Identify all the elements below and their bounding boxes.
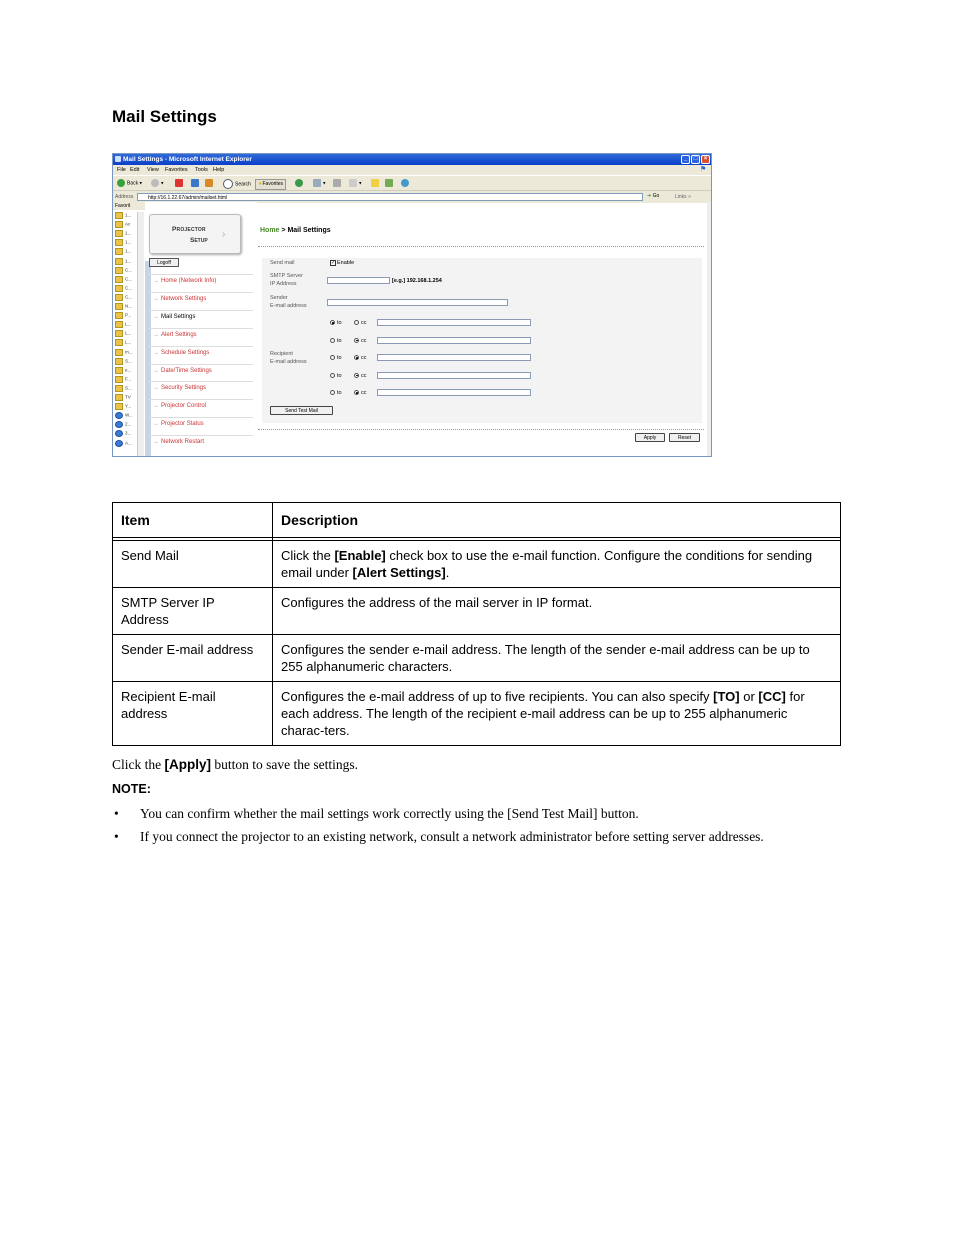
recipient-email-input[interactable] xyxy=(377,354,531,361)
arrow-icon: → xyxy=(153,278,159,284)
arrow-icon: → xyxy=(153,439,159,446)
folder-icon xyxy=(115,294,123,301)
menu-tools[interactable]: Tools xyxy=(195,167,208,173)
search-icon xyxy=(223,179,233,189)
folder-icon xyxy=(115,285,123,292)
row-description: Configures the e-mail address of up to five recipients. You can also specify [TO] or [CC] for each address. The length of the recipient e-mail address can be up to 255 alphanumeric charac-ters. xyxy=(273,682,841,746)
favorites-scrollbar[interactable] xyxy=(137,212,144,457)
url-field[interactable]: http://16.1.22.67/admin/mailset.html xyxy=(137,193,643,201)
favorites-item[interactable]: m... xyxy=(115,349,137,356)
nav-divider xyxy=(149,381,253,382)
menu-bar xyxy=(113,165,711,175)
favorites-item[interactable]: 2... xyxy=(115,421,137,428)
enable-checkbox[interactable]: ✓ xyxy=(331,260,336,266)
logoff-button[interactable]: Logoff xyxy=(149,258,179,267)
row-description: Click the [Enable] check box to use the e-mail function. Configure the conditions for sending email under [Alert Settings]. xyxy=(273,541,841,588)
print-button[interactable] xyxy=(333,179,343,188)
header-item: Item xyxy=(113,503,273,538)
folder-icon xyxy=(115,330,123,337)
nav-item[interactable]: → Alert Settings xyxy=(153,331,197,338)
cc-radio[interactable]: cc xyxy=(354,320,367,326)
cc-radio[interactable]: cc xyxy=(354,390,367,396)
recipient-email-input[interactable] xyxy=(377,337,531,344)
history-icon xyxy=(295,179,303,187)
cc-radio[interactable]: cc xyxy=(354,338,367,344)
menu-edit[interactable]: Edit xyxy=(130,167,140,173)
back-button[interactable]: Back ▾ xyxy=(117,179,142,188)
folder-icon xyxy=(115,267,123,274)
projector-setup-logo xyxy=(149,214,241,254)
breadcrumb-separator: > xyxy=(279,227,288,234)
windows-flag-icon: ⚑ xyxy=(700,166,707,173)
nav-divider xyxy=(149,364,253,365)
favorites-item[interactable]: S... xyxy=(115,358,137,365)
table-row xyxy=(113,541,841,588)
arrow-icon: → xyxy=(153,313,159,320)
folder-icon xyxy=(371,179,379,187)
window-titlebar xyxy=(113,154,711,165)
arrow-icon: → xyxy=(153,403,159,410)
stop-button[interactable] xyxy=(175,179,185,188)
favorites-item[interactable]: Ac xyxy=(115,221,137,228)
nav-divider xyxy=(149,328,253,329)
close-icon[interactable]: × xyxy=(701,155,710,164)
folder-icon xyxy=(115,212,123,219)
nav-item[interactable]: → Home (Network Info) xyxy=(153,278,217,284)
to-radio[interactable]: to xyxy=(330,355,342,361)
row-item: SMTP Server IP Address xyxy=(113,588,273,635)
send-test-mail-button[interactable]: Send Test Mail xyxy=(270,406,333,415)
favorites-item[interactable]: S... xyxy=(115,385,137,392)
favorites-item[interactable]: L... xyxy=(115,339,137,346)
nav-item[interactable]: → Projector Control xyxy=(153,403,207,410)
row-description: Configures the address of the mail server in IP format. xyxy=(273,588,841,635)
favorites-button[interactable]: ★Favorites xyxy=(255,179,286,190)
smtp-label-1: SMTP Server xyxy=(270,273,303,279)
favorites-item[interactable]: 1... xyxy=(115,212,137,219)
to-radio[interactable]: to xyxy=(330,373,342,379)
mail-icon xyxy=(313,179,321,187)
breadcrumb-home[interactable]: Home xyxy=(260,227,280,234)
nav-item[interactable]: → Projector Status xyxy=(153,421,204,428)
go-button[interactable]: ➜ Go xyxy=(647,193,660,199)
row-item: Sender E-mail address xyxy=(113,635,273,682)
browser-screenshot xyxy=(112,153,712,457)
back-icon xyxy=(117,179,125,187)
maximize-icon[interactable]: □ xyxy=(691,155,700,164)
favorites-item[interactable]: 1... xyxy=(115,230,137,237)
folder-icon xyxy=(115,394,123,401)
favorites-item[interactable]: C... xyxy=(115,294,137,301)
arrow-icon: → xyxy=(153,421,159,428)
favorites-item[interactable]: F... xyxy=(115,376,137,383)
favorites-item[interactable]: C... xyxy=(115,267,137,274)
note-item: • If you connect the projector to an existing network, consult a network administrator before setting server addresses. xyxy=(114,829,764,844)
mail-button[interactable]: ▾ xyxy=(313,179,326,188)
nav-item[interactable]: → Mail Settings xyxy=(153,313,196,320)
recipient-email-input[interactable] xyxy=(377,389,531,396)
folder-icon xyxy=(115,230,123,237)
sender-label-1: Sender xyxy=(270,295,288,301)
toolbar xyxy=(113,175,711,191)
nav-item[interactable]: → Security Settings xyxy=(153,385,207,392)
arrow-icon: → xyxy=(153,367,159,374)
table-row xyxy=(113,588,841,635)
bullet-icon: • xyxy=(114,806,119,821)
radio-icon xyxy=(330,390,335,395)
nav-divider xyxy=(149,435,253,436)
radio-icon xyxy=(330,338,335,343)
recipient-label-1: Recipient xyxy=(270,351,293,357)
smtp-server-input[interactable] xyxy=(327,277,390,284)
enable-label: Enable xyxy=(337,260,355,266)
settings-description-table xyxy=(112,502,841,746)
note-label: NOTE: xyxy=(112,782,151,796)
favorites-item[interactable]: 3... xyxy=(115,430,137,437)
favorites-item[interactable]: e... xyxy=(115,367,137,374)
ie-link-icon xyxy=(115,412,123,419)
edit-icon xyxy=(349,179,357,187)
folder-icon xyxy=(115,239,123,246)
menu-favorites[interactable]: Favorites xyxy=(165,167,188,173)
row-description: Configures the sender e-mail address. The length of the sender e-mail address can be up to 255 alphanumeric characters. xyxy=(273,635,841,682)
radio-icon xyxy=(330,320,335,325)
arrow-icon: → xyxy=(153,295,159,302)
nav-divider xyxy=(149,399,253,400)
favorites-item[interactable]: C... xyxy=(115,285,137,292)
menu-file[interactable]: File xyxy=(117,167,126,173)
radio-icon xyxy=(354,338,359,343)
research-icon xyxy=(385,179,393,187)
folder-icon xyxy=(115,258,123,265)
ie-page-icon xyxy=(115,156,121,162)
nav-item[interactable]: → Schedule Settings xyxy=(153,349,210,356)
favorites-item[interactable]: W... xyxy=(115,412,137,419)
refresh-button[interactable] xyxy=(191,179,201,188)
menu-help[interactable]: Help xyxy=(213,167,225,173)
history-button[interactable] xyxy=(295,179,305,188)
ie-link-icon xyxy=(115,421,123,428)
nav-divider xyxy=(149,417,253,418)
nav-item[interactable]: → Network Settings xyxy=(153,295,207,302)
favorites-item[interactable]: N... xyxy=(115,303,137,310)
page-title: Mail Settings xyxy=(112,107,217,126)
nav-divider xyxy=(149,274,253,275)
radio-icon xyxy=(354,355,359,360)
links-button[interactable]: Links » xyxy=(675,194,691,200)
folder-icon xyxy=(115,358,123,365)
smtp-label-2: IP Address xyxy=(270,281,297,287)
radio-icon xyxy=(330,373,335,378)
radio-icon xyxy=(354,373,359,378)
forward-icon xyxy=(151,179,159,187)
radio-icon xyxy=(354,320,359,325)
ie-link-icon xyxy=(115,440,123,447)
favorites-item[interactable]: Y... xyxy=(115,403,137,410)
folder-icon xyxy=(115,385,123,392)
refresh-icon xyxy=(191,179,199,187)
sender-label-2: E-mail address xyxy=(270,303,307,309)
cc-radio[interactable]: cc xyxy=(354,373,367,379)
folder-icon xyxy=(115,349,123,356)
favorites-item[interactable]: L... xyxy=(115,330,137,337)
page-scrollbar[interactable] xyxy=(707,202,712,457)
folder-icon xyxy=(115,376,123,383)
to-radio[interactable]: to xyxy=(330,320,342,326)
ie-link-icon xyxy=(115,430,123,437)
sender-email-input[interactable] xyxy=(327,299,508,306)
folder-icon xyxy=(115,403,123,410)
favorites-header: Favorit xyxy=(113,202,145,210)
divider-bottom xyxy=(258,429,704,430)
breadcrumb-current: Mail Settings xyxy=(287,227,331,234)
favorites-item[interactable]: P... xyxy=(115,312,137,319)
arrow-icon: → xyxy=(153,385,159,392)
favorites-item[interactable]: C... xyxy=(115,276,137,283)
to-radio[interactable]: to xyxy=(330,390,342,396)
header-description: Description xyxy=(273,503,841,538)
go-arrow-icon: ➜ xyxy=(647,193,652,199)
folder-icon xyxy=(115,276,123,283)
logo-line-1: Projector xyxy=(172,226,206,233)
table-row xyxy=(113,635,841,682)
home-button[interactable] xyxy=(205,179,215,188)
nav-divider xyxy=(149,310,253,311)
radio-icon xyxy=(330,355,335,360)
messenger-icon xyxy=(401,179,409,187)
nav-divider xyxy=(149,346,253,347)
radio-icon xyxy=(354,390,359,395)
smtp-hint: [e.g.] 192.168.1.254 xyxy=(392,278,442,284)
print-icon xyxy=(333,179,341,187)
star-icon: ★ xyxy=(258,181,263,187)
table-header-row xyxy=(113,503,841,538)
logo-arrow-icon: › xyxy=(222,229,226,240)
to-radio[interactable]: to xyxy=(330,338,342,344)
reset-button[interactable]: Reset xyxy=(669,433,700,442)
folder-icon xyxy=(115,367,123,374)
nav-item[interactable]: → Network Restart xyxy=(153,439,205,446)
favorites-item[interactable]: L... xyxy=(115,321,137,328)
folder-icon xyxy=(115,321,123,328)
apply-instruction: Click the [Apply] button to save the settings. xyxy=(112,757,358,772)
row-item: Recipient E-mail address xyxy=(113,682,273,746)
arrow-icon: → xyxy=(153,349,159,356)
nav-item[interactable]: → Date/Time Settings xyxy=(153,367,212,374)
address-label: Address xyxy=(115,194,134,200)
recipient-email-input[interactable] xyxy=(377,372,531,379)
folder-icon xyxy=(115,221,123,228)
recipient-label-2: E-mail address xyxy=(270,359,307,365)
edit-button[interactable]: ▾ xyxy=(349,179,362,188)
breadcrumb xyxy=(260,227,331,234)
folder-button[interactable] xyxy=(371,179,381,188)
table-row xyxy=(113,682,841,746)
cc-radio[interactable]: cc xyxy=(354,355,367,361)
recipient-email-input[interactable] xyxy=(377,319,531,326)
minimize-icon[interactable]: _ xyxy=(681,155,690,164)
home-icon xyxy=(205,179,213,187)
favorites-item[interactable]: A... xyxy=(115,440,137,447)
window-title: Mail Settings - Microsoft Internet Explorer xyxy=(123,156,252,163)
folder-icon xyxy=(115,303,123,310)
nav-accent-bar xyxy=(145,261,151,457)
send-mail-label: Send mail xyxy=(270,260,295,266)
nav-divider xyxy=(149,292,253,293)
folder-icon xyxy=(115,248,123,255)
apply-button[interactable]: Apply xyxy=(635,433,665,442)
favorites-item[interactable]: 1... xyxy=(115,239,137,246)
favorites-item[interactable]: 1... xyxy=(115,258,137,265)
arrow-icon: → xyxy=(153,331,159,338)
research-button[interactable] xyxy=(385,179,395,188)
messenger-button[interactable] xyxy=(401,179,411,188)
folder-icon xyxy=(115,339,123,346)
divider xyxy=(258,246,704,247)
forward-button[interactable]: ▾ xyxy=(151,179,164,188)
favorites-item[interactable]: 1... xyxy=(115,248,137,255)
logo-line-2: Setup xyxy=(190,237,208,244)
menu-view[interactable]: View xyxy=(147,167,159,173)
note-item: • You can confirm whether the mail settings work correctly using the [Send Test Mail] button. xyxy=(114,806,639,821)
stop-icon xyxy=(175,179,183,187)
row-item: Send Mail xyxy=(113,541,273,588)
favorites-item[interactable]: TV xyxy=(115,394,137,401)
folder-icon xyxy=(115,312,123,319)
search-button[interactable]: Search xyxy=(223,179,251,188)
bullet-icon: • xyxy=(114,829,119,844)
